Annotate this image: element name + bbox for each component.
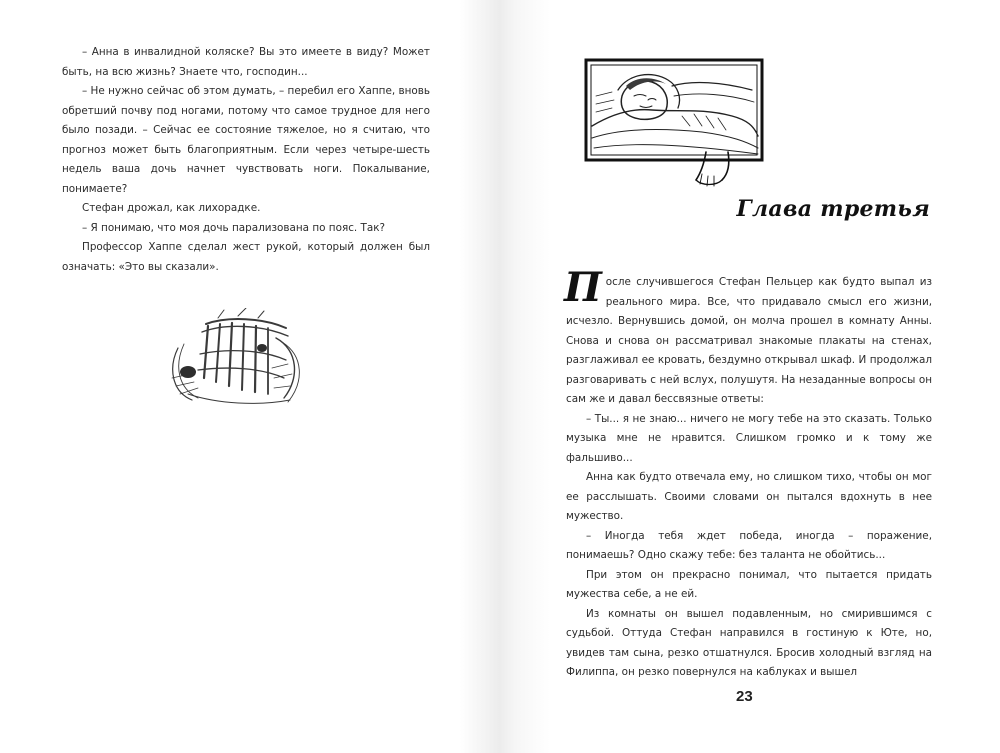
paragraph: Из комнаты он вышел подавленным, но смирившимся с судьбой. Оттуда Стефан направился в гостиную к Юте, но, увидев там сына, резко отшатнулся. Бросив холодный взгляд на Филиппа, он резко повернулся на каблуках и вышел bbox=[566, 607, 932, 678]
chapter-title: Глава третья bbox=[736, 196, 930, 222]
drop-cap: П bbox=[564, 264, 602, 311]
right-page bbox=[500, 0, 1000, 753]
paragraph: – Иногда тебя ждет победа, иногда – поражение, понимаешь? Одно скажу тебе: без таланта не обойтись... bbox=[566, 529, 932, 561]
paragraph: – Ты... я не знаю... ничего не могу тебе на это сказать. Только музыка мне не нравится. Слишком громко и к тому же фальшиво... bbox=[566, 412, 932, 464]
left-page-text bbox=[62, 43, 430, 277]
page-number: 23 bbox=[736, 688, 753, 705]
sleeping-figure-illustration bbox=[582, 56, 768, 190]
paragraph: Профессор Хаппе сделал жест рукой, который должен был означать: «Это вы сказали». bbox=[62, 241, 430, 273]
paragraph: Стефан дрожал, как лихорадке. bbox=[82, 202, 261, 214]
opening-paragraph-text: осле случившегося Стефан Пельцер как будто выпал из реального мира. Все, что придавало смысл его жизни, исчезло. Вернувшись домой, он молча прошел в комнату Анны. Снова и снова он рассматривал знакомые плакаты на стенах, разглаживал ее кровать, бездумно открывал шкаф. И продолжал разговаривать с ней вслух, полушутя. На незаданные вопросы он сам же и давал бессвязные ответы: bbox=[566, 276, 932, 405]
paragraph: При этом он прекрасно понимал, что пытается придать мужества себе, а не ей. bbox=[566, 568, 932, 600]
opening-paragraph bbox=[564, 264, 932, 410]
right-page-text bbox=[564, 264, 932, 683]
paragraph: – Не нужно сейчас об этом думать, – перебил его Хаппе, вновь обретший почву под ногами, потому что самое трудное для него было позади. – Сейчас ее состояние тяжелое, но я считаю, что прогноз может быть благоприятным. Если через четыре-шесть недель ваша дочь начнет чувствовать ноги. Покалывание, понимаете? bbox=[62, 85, 430, 195]
paragraph: – Анна в инвалидной коляске? Вы это имеете в виду? Может быть, на всю жизнь? Знаете что, господин... bbox=[62, 46, 430, 78]
paragraph: – Я понимаю, что моя дочь парализована по пояс. Так? bbox=[82, 221, 386, 234]
wheelchair-sketch-illustration bbox=[158, 308, 308, 414]
paragraph: Анна как будто отвечала ему, но слишком тихо, чтобы он мог ее расслышать. Своими словами он пытался вдохнуть в нее мужество. bbox=[566, 471, 932, 522]
